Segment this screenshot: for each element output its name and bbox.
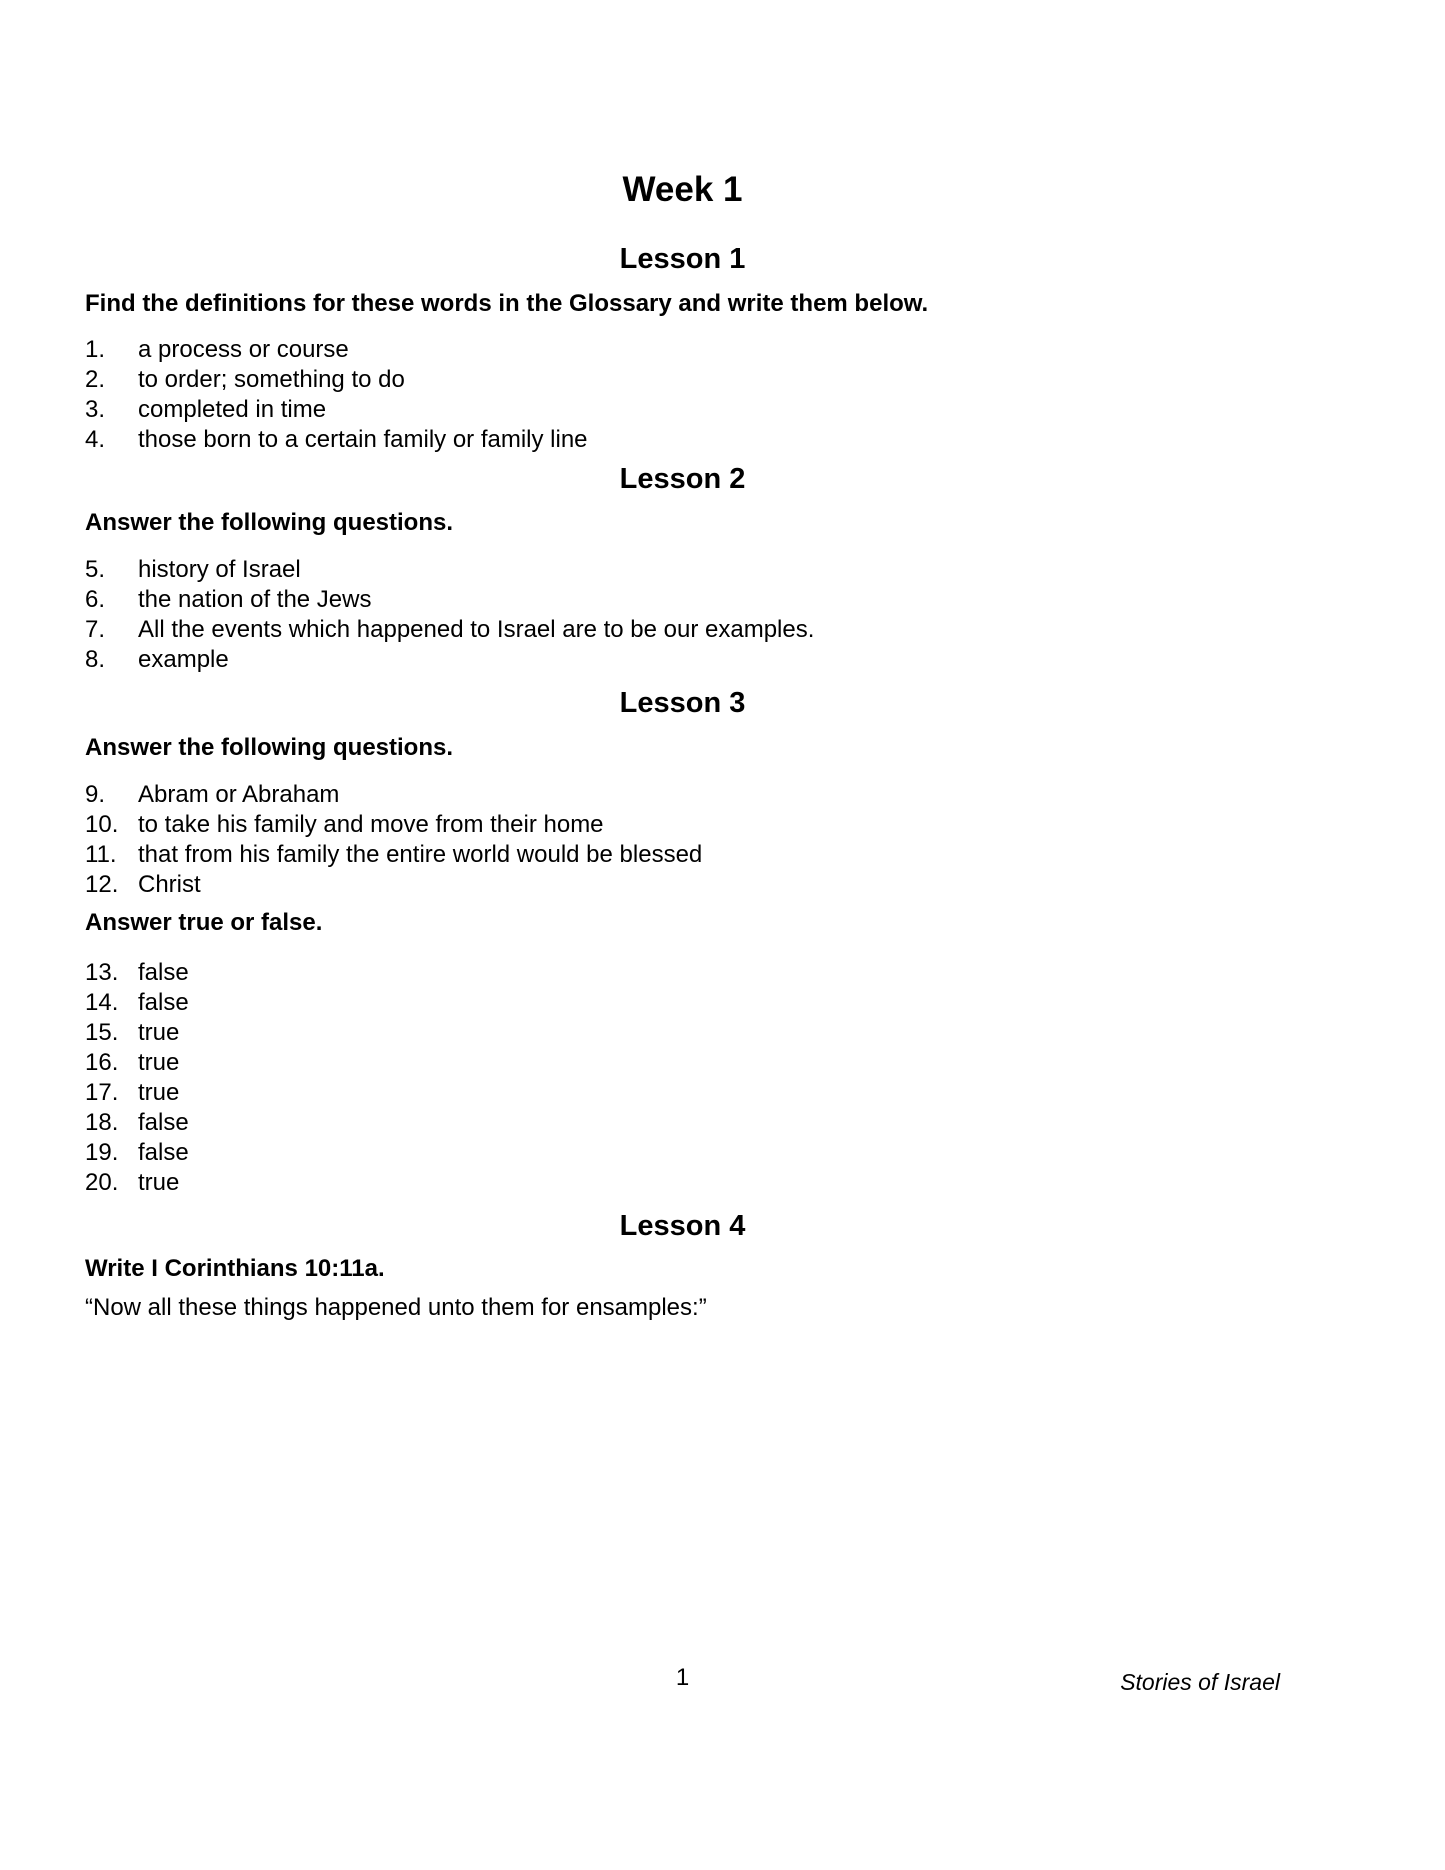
item-number: 8. bbox=[85, 646, 106, 673]
lesson-2-answer-list bbox=[85, 555, 1280, 675]
answer-row-15 bbox=[85, 1018, 1280, 1048]
item-number: 15. bbox=[85, 1019, 119, 1046]
answer-row-1 bbox=[85, 335, 1280, 365]
item-text: history of Israel bbox=[138, 556, 301, 583]
answer-row-13 bbox=[85, 958, 1280, 988]
item-number: 7. bbox=[85, 616, 106, 643]
item-text: those born to a certain family or family line bbox=[138, 426, 588, 453]
true-false-instruction: Answer true or false. bbox=[85, 909, 323, 936]
item-text: false bbox=[138, 1139, 189, 1166]
item-text: that from his family the entire world would be blessed bbox=[138, 841, 703, 868]
answer-row-5 bbox=[85, 555, 1280, 585]
item-text: false bbox=[138, 989, 189, 1016]
answer-row-3 bbox=[85, 395, 1280, 425]
scripture-quote: “Now all these things happened unto them for ensamples:” bbox=[85, 1294, 707, 1321]
lesson-3-answer-list bbox=[85, 780, 1280, 900]
week-title: Week 1 bbox=[622, 170, 743, 209]
answer-row-20 bbox=[85, 1168, 1280, 1198]
lesson-4-instruction: Write I Corinthians 10:11a. bbox=[85, 1255, 385, 1282]
item-number: 10. bbox=[85, 811, 119, 838]
item-text: the nation of the Jews bbox=[138, 586, 372, 613]
lesson-4-heading: Lesson 4 bbox=[619, 1210, 746, 1242]
answer-row-11 bbox=[85, 840, 1280, 870]
lesson-1-heading: Lesson 1 bbox=[619, 243, 746, 275]
answer-row-10 bbox=[85, 810, 1280, 840]
item-number: 12. bbox=[85, 871, 119, 898]
item-text: false bbox=[138, 959, 189, 986]
answer-row-6 bbox=[85, 585, 1280, 615]
answer-row-7 bbox=[85, 615, 1280, 645]
item-text: true bbox=[138, 1049, 180, 1076]
item-number: 2. bbox=[85, 366, 106, 393]
item-text: All the events which happened to Israel are to be our examples. bbox=[138, 616, 815, 643]
item-number: 5. bbox=[85, 556, 106, 583]
answer-row-16 bbox=[85, 1048, 1280, 1078]
lesson-3-heading: Lesson 3 bbox=[619, 687, 746, 719]
book-title: Stories of Israel bbox=[1120, 1669, 1280, 1695]
answer-row-18 bbox=[85, 1108, 1280, 1138]
item-text: true bbox=[138, 1019, 180, 1046]
lesson-2-heading: Lesson 2 bbox=[619, 463, 746, 495]
answer-row-12 bbox=[85, 870, 1280, 900]
item-number: 13. bbox=[85, 959, 119, 986]
lesson-3-instruction: Answer the following questions. bbox=[85, 734, 454, 761]
item-number: 19. bbox=[85, 1139, 119, 1166]
item-number: 3. bbox=[85, 396, 106, 423]
item-text: false bbox=[138, 1109, 189, 1136]
item-text: true bbox=[138, 1079, 180, 1106]
item-text: to order; something to do bbox=[138, 366, 405, 393]
item-number: 20. bbox=[85, 1169, 119, 1196]
item-number: 14. bbox=[85, 989, 119, 1016]
page-number: 1 bbox=[675, 1664, 690, 1691]
item-number: 16. bbox=[85, 1049, 119, 1076]
item-number: 11. bbox=[85, 841, 117, 868]
lesson-2-instruction: Answer the following questions. bbox=[85, 509, 454, 536]
answer-row-14 bbox=[85, 988, 1280, 1018]
answer-row-17 bbox=[85, 1078, 1280, 1108]
answer-row-9 bbox=[85, 780, 1280, 810]
lesson-1-instruction: Find the definitions for these words in the Glossary and write them below. bbox=[85, 290, 929, 317]
item-number: 18. bbox=[85, 1109, 119, 1136]
item-text: completed in time bbox=[138, 396, 327, 423]
answer-row-2 bbox=[85, 365, 1280, 395]
item-text: Abram or Abraham bbox=[138, 781, 340, 808]
item-text: example bbox=[138, 646, 229, 673]
answer-row-4 bbox=[85, 425, 1280, 455]
item-number: 4. bbox=[85, 426, 106, 453]
item-text: to take his family and move from their home bbox=[138, 811, 604, 838]
item-text: a process or course bbox=[138, 336, 349, 363]
item-number: 6. bbox=[85, 586, 106, 613]
item-text: Christ bbox=[138, 871, 201, 898]
item-number: 9. bbox=[85, 781, 106, 808]
true-false-answer-list bbox=[85, 958, 1280, 1198]
item-number: 1. bbox=[85, 336, 106, 363]
answer-row-19 bbox=[85, 1138, 1280, 1168]
answer-row-8 bbox=[85, 645, 1280, 675]
lesson-1-answer-list bbox=[85, 335, 1280, 455]
item-number: 17. bbox=[85, 1079, 119, 1106]
item-text: true bbox=[138, 1169, 180, 1196]
